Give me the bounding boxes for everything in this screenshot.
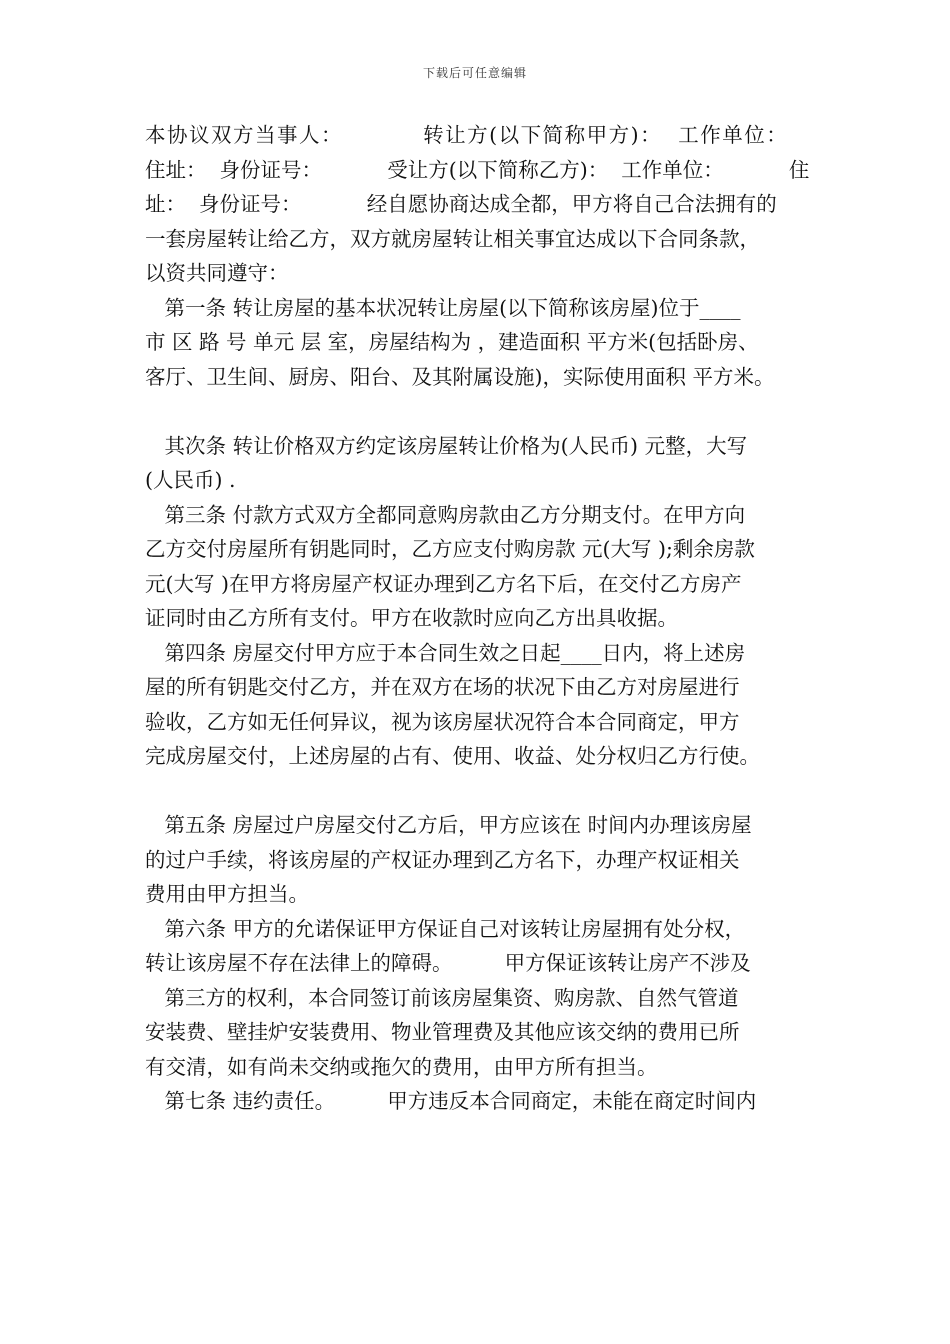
text-line: 第三条 付款方式双方全都同意购房款由乙方分期支付。在甲方向 — [145, 502, 746, 527]
text-line: 第五条 房屋过户房屋交付乙方后，甲方应该在 时间内办理该房屋 — [145, 813, 752, 837]
text-line: 完成房屋交付，上述房屋的占有、使用、收益、处分权归乙方行使。 — [145, 744, 760, 768]
text-line: 转让该房屋不存在法律上的障碍。 甲方保证该转让房产不涉及 — [145, 951, 751, 975]
text-line: 第三方的权利，本合同签订前该房屋集资、购房款、自然气管道 — [145, 985, 739, 1010]
text-line: 的过户手续，将该房屋的产权证办理到乙方名下，办理产权证相关 — [145, 847, 740, 872]
text-line: 元(大写 )在甲方将房屋产权证办理到乙方名下后，在交付乙方房产 — [145, 571, 742, 596]
text-line: 安装费、壁挂炉安装费用、物业管理费及其他应该交纳的费用已所 — [145, 1020, 740, 1044]
blank-line — [145, 774, 825, 809]
text-line: 以资共同遵守： — [145, 261, 289, 285]
text-line: 住址： 身份证号： 受让方(以下简称乙方)： 工作单位： 住 — [145, 157, 810, 182]
text-line: 验收，乙方如无任何异议，视为该房屋状况符合本合同商定，甲方 — [145, 709, 740, 734]
text-line: 第四条 房屋交付甲方应于本合同生效之日起____日内，将上述房 — [145, 640, 746, 665]
text-line: 有交清，如有尚未交纳或拖欠的费用，由甲方所有担当。 — [145, 1054, 658, 1079]
page-header: 下载后可任意编辑 — [422, 66, 527, 80]
text-line: 址： 身份证号： 经自愿协商达成全都，甲方将自己合法拥有的 — [145, 192, 777, 216]
text-line: 客厅、卫生间、厨房、阳台、及其附属设施)，实际使用面积 平方米。 — [145, 364, 775, 389]
text-line: 乙方交付房屋所有钥匙同时，乙方应支付购房款 元(大写 );剩余房款 — [145, 537, 755, 561]
text-line: 费用由甲方担当。 — [145, 882, 309, 906]
blank-line — [145, 394, 825, 429]
text-line: 第六条 甲方的允诺保证甲方保证自己对该转让房屋拥有处分权， — [145, 916, 746, 941]
text-line: 一套房屋转让给乙方，双方就房屋转让相关事宜达成以下合同条款， — [145, 226, 760, 251]
text-line: 屋的所有钥匙交付乙方，并在双方在场的状况下由乙方对房屋进行 — [145, 675, 740, 699]
text-line: 第一条 转让房屋的基本状况转让房屋(以下简称该房屋)位于____ — [145, 295, 741, 320]
text-line: 第七条 违约责任。 甲方违反本合同商定，未能在商定时间内 — [145, 1089, 757, 1113]
text-line: 本协议双方当事人： 转让方(以下简称甲方)： 工作单位： — [145, 123, 789, 147]
text-line: 市 区 路 号 单元 层 室，房屋结构为 ，建造面积 平方米(包括卧房、 — [145, 330, 759, 354]
text-line: (人民币) . — [145, 468, 236, 492]
text-line: 其次条 转让价格双方约定该房屋转让价格为(人民币) 元整，大写 — [145, 433, 748, 458]
text-line: 证同时由乙方所有支付。甲方在收款时应向乙方出具收据。 — [145, 606, 678, 630]
document-body — [145, 118, 825, 1119]
